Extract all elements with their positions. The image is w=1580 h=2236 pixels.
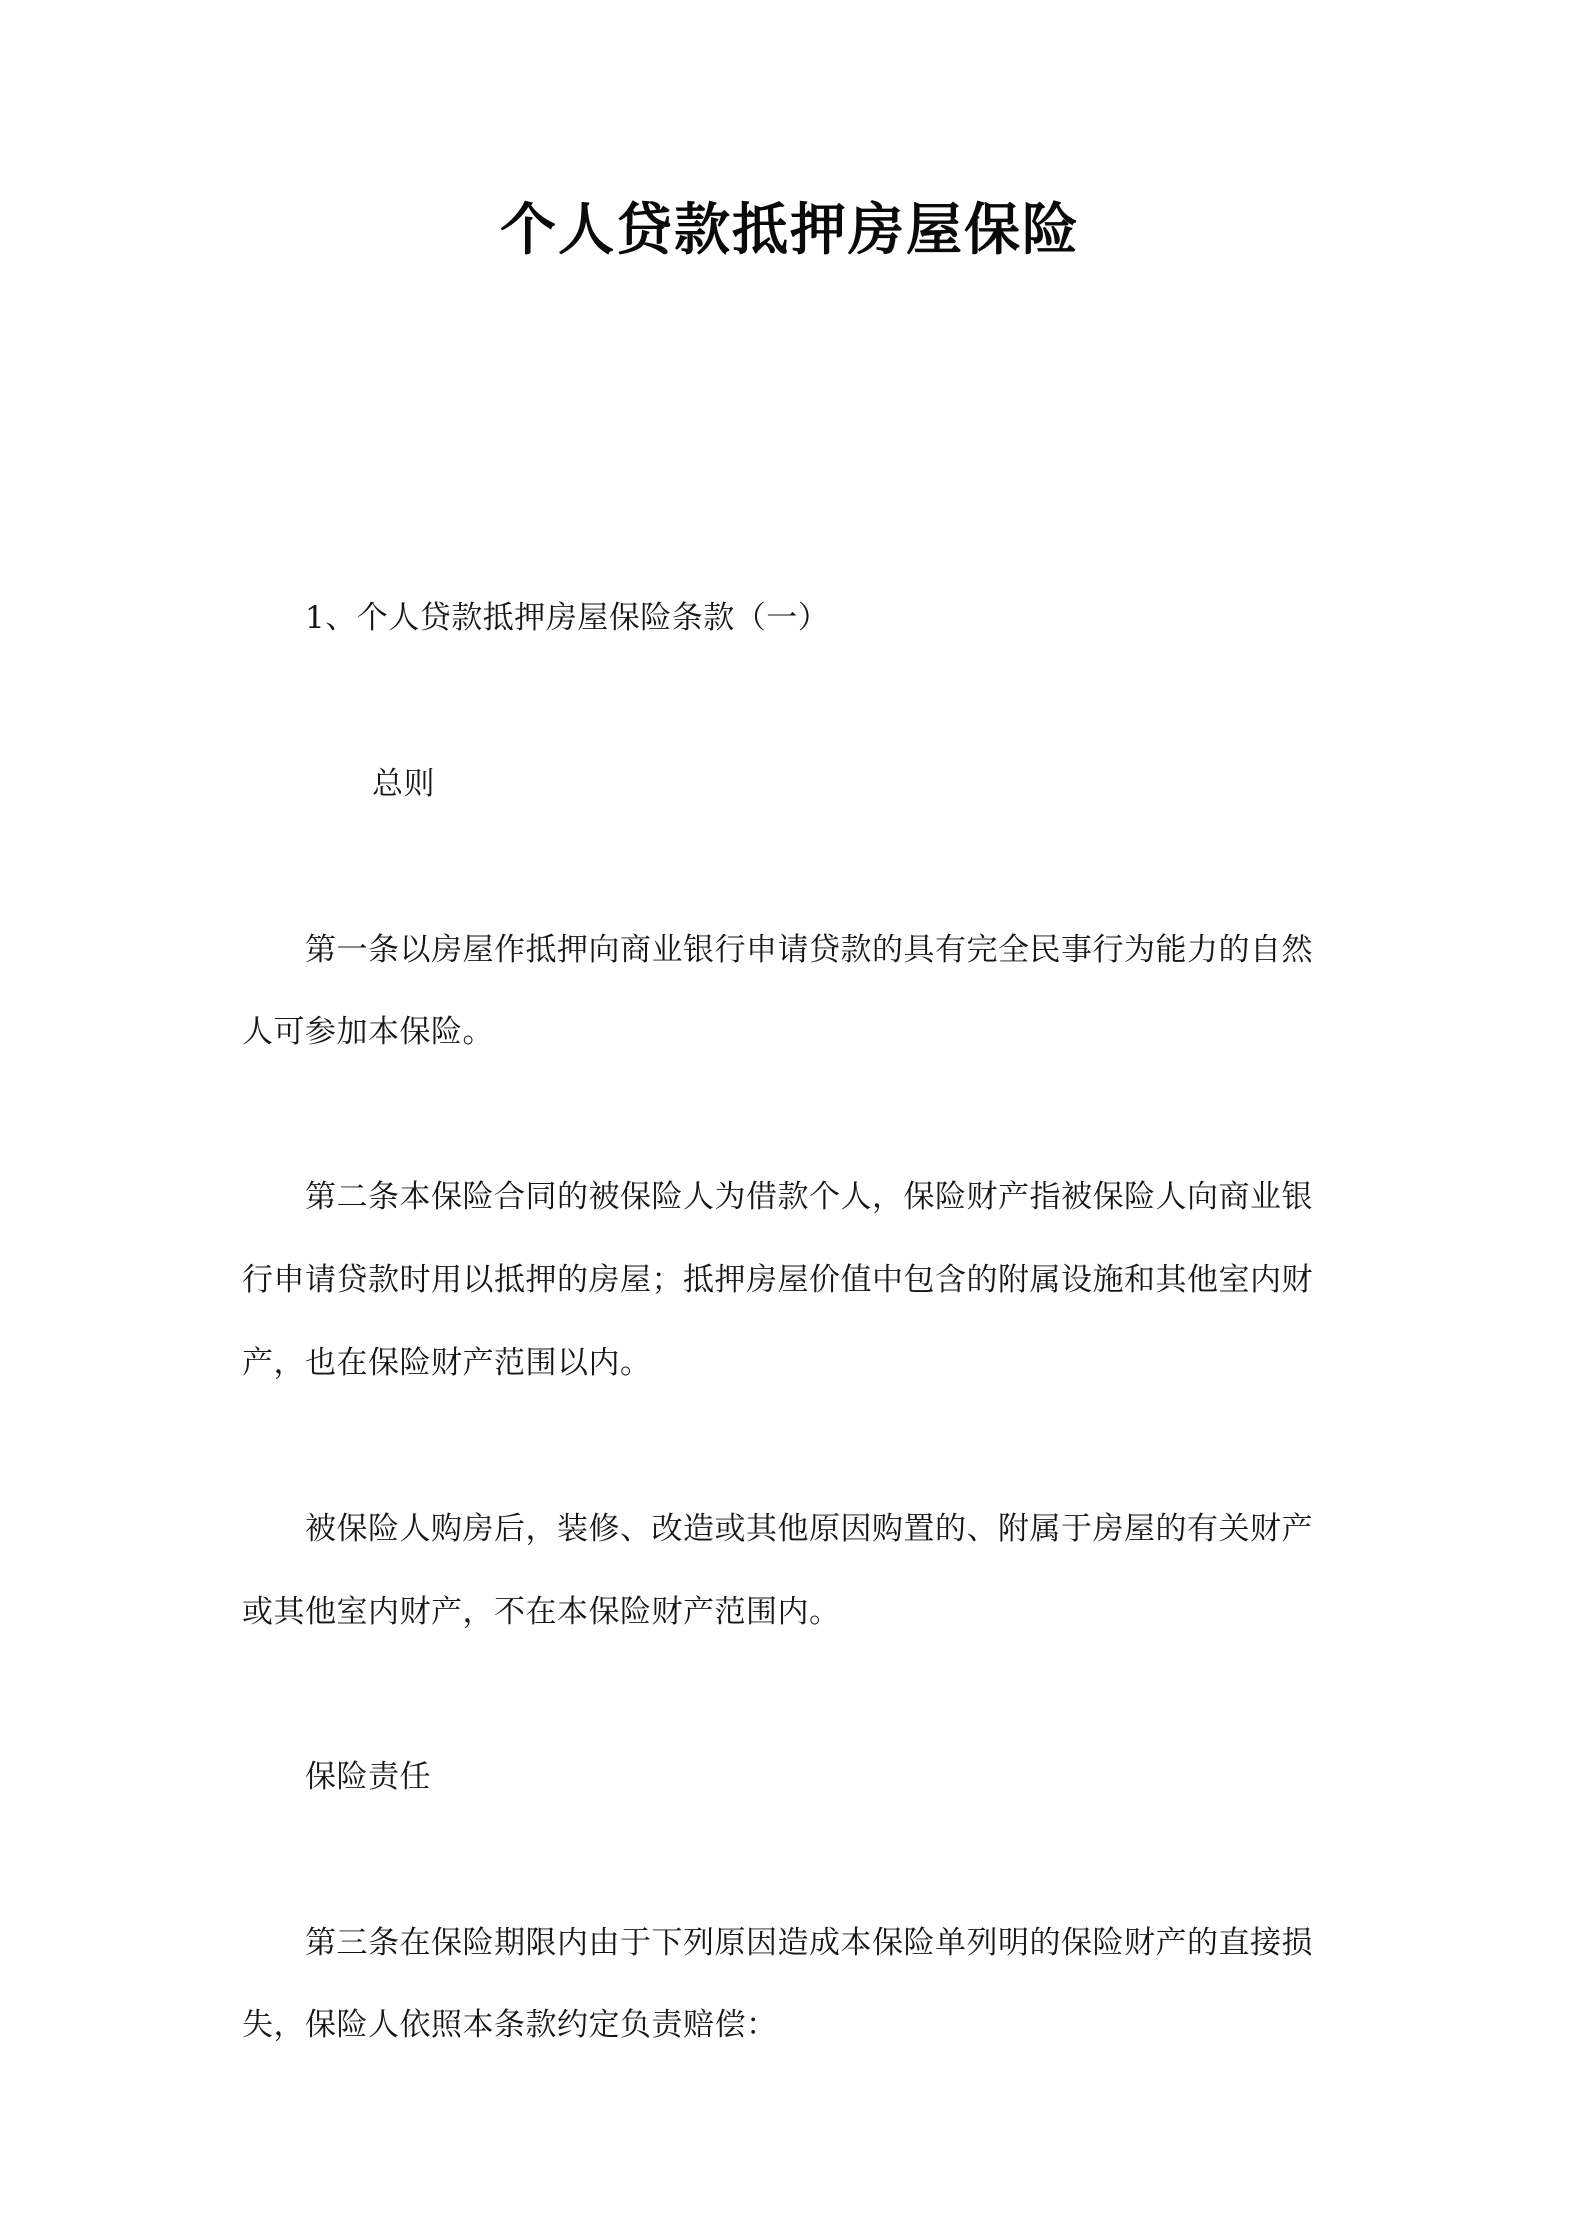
article2-line1: 第二条本保险合同的被保险人为借款个人，保险财产指被保险人向商业银 [305,1179,1313,1215]
article3-line1: 第三条在保险期限内由于下列原因造成本保险单列明的保险财产的直接损 [305,1925,1313,1961]
para-after2-line2: 或其他室内财产，不在本保险财产范围内。 [242,1594,841,1630]
article1-line1: 第一条以房屋作抵押向商业银行申请贷款的具有完全民事行为能力的自然 [305,932,1313,968]
para-after2-line1: 被保险人购房后，装修、改造或其他原因购置的、附属于房屋的有关财产 [305,1511,1313,1547]
document-title: 个人贷款抵押房屋保险 [500,198,1080,263]
article2-line2: 行申请贷款时用以抵押的房屋；抵押房屋价值中包含的附属设施和其他室内财 [242,1262,1313,1298]
liability-heading: 保险责任 [305,1759,431,1795]
article1-line2: 人可参加本保险。 [242,1014,494,1050]
section-heading: 1、个人贷款抵押房屋保险条款（一） [305,600,830,636]
general-heading: 总则 [372,766,435,802]
article2-line3: 产，也在保险财产范围以内。 [242,1345,652,1381]
article3-line2: 失，保险人依照本条款约定负责赔偿： [242,2007,778,2043]
